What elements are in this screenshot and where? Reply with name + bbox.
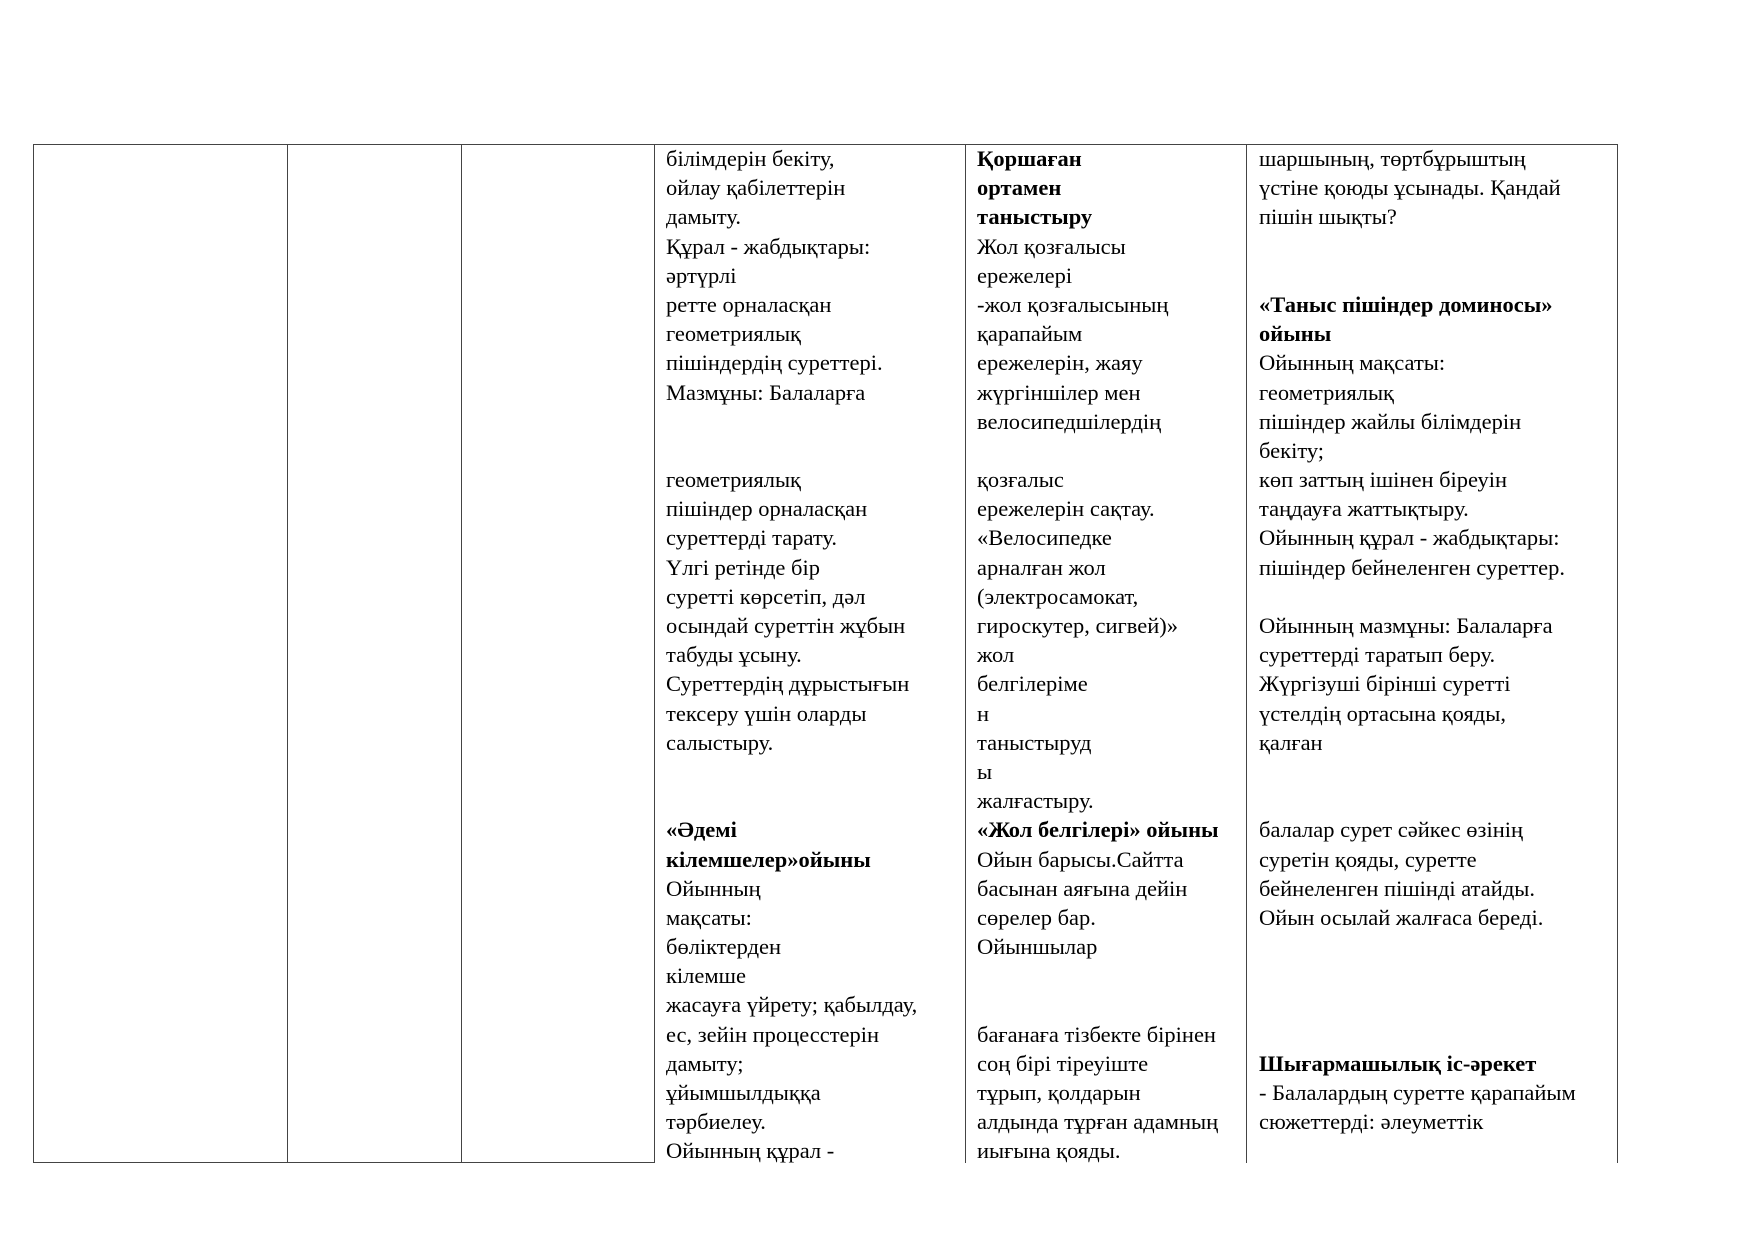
text-line: (электросамокат, xyxy=(977,583,1139,609)
text-line: Жол қозғалысы xyxy=(977,233,1126,259)
text-line: Ойынның құрал - xyxy=(666,1138,835,1164)
column-divider-2 xyxy=(461,144,462,1163)
text-line: ойыны xyxy=(1259,321,1332,347)
text-line: бөліктерден xyxy=(666,934,782,960)
text-line xyxy=(666,407,956,436)
text-line xyxy=(1259,932,1614,961)
text-line: осындай суреттін жұбын xyxy=(666,613,906,638)
text-line xyxy=(666,757,956,786)
text-line: Суреттердің дұрыстығын xyxy=(666,671,910,697)
text-line: ұйымшылдыққа xyxy=(666,1080,821,1105)
text-line: Қоршаған xyxy=(977,146,1082,171)
text-line: геометриялық xyxy=(1259,379,1394,405)
text-line: тұрып, қолдарын xyxy=(977,1080,1141,1105)
text-line xyxy=(1259,961,1614,990)
text-line: - Балалардың суретте қарапайым xyxy=(1259,1080,1576,1105)
column-divider-1 xyxy=(287,144,288,1163)
text-line: үстелдің ортасына қояды, xyxy=(1259,700,1506,726)
text-line: ережелерін сақтау. xyxy=(977,496,1155,522)
text-line: көп заттың ішінен біреуін xyxy=(1259,467,1508,493)
text-line: ережелері xyxy=(977,262,1073,288)
text-line: «Жол белгілері» ойыны xyxy=(977,817,1219,843)
text-line: бейнеленген пішінді атайды. xyxy=(1259,875,1536,901)
text-line: тексеру үшін оларды xyxy=(666,700,867,726)
table-cell-column-6 xyxy=(1259,144,1614,1136)
text-line: басынан аяғына дейін xyxy=(977,875,1188,901)
text-line xyxy=(1259,261,1614,290)
text-line: «Әдемі xyxy=(666,817,737,843)
text-line xyxy=(666,436,956,465)
text-line: таңдауға жаттықтыру. xyxy=(1259,496,1469,522)
text-line xyxy=(1259,757,1614,786)
text-line: сөрелер бар. xyxy=(977,904,1096,930)
text-line xyxy=(977,990,1245,1019)
text-line xyxy=(1259,1020,1614,1049)
text-line: таныстыруд xyxy=(977,729,1092,755)
text-line: ы xyxy=(977,758,993,784)
table-cell-column-4 xyxy=(666,144,956,1166)
text-line: Үлгі ретінде бір xyxy=(666,554,820,580)
text-line: суреттерді тарату. xyxy=(666,525,838,551)
text-line: «Таныс пішіндер доминосы» xyxy=(1259,291,1553,317)
text-line: иығына қояды. xyxy=(977,1138,1121,1164)
text-line xyxy=(1259,990,1614,1019)
text-line: балалар сурет сәйкес өзінің xyxy=(1259,817,1524,843)
text-line: қарапайым xyxy=(977,321,1083,347)
text-line: ережелерін, жаяу xyxy=(977,350,1143,376)
column-divider-5 xyxy=(1246,144,1247,1163)
text-line: жүргіншілер мен xyxy=(977,379,1141,405)
text-line: геометриялық xyxy=(666,467,801,493)
table-right-border xyxy=(1617,144,1618,1163)
text-line: табуды ұсыну. xyxy=(666,642,802,668)
text-line xyxy=(666,786,956,815)
text-line: велосипедшілердің xyxy=(977,408,1162,434)
table-left-border xyxy=(33,144,34,1163)
text-line: «Велосипедке xyxy=(977,525,1112,551)
text-line: дамыту; xyxy=(666,1050,744,1076)
text-line: белгілеріме xyxy=(977,671,1088,697)
text-line: геометриялық xyxy=(666,321,801,347)
text-line xyxy=(1259,582,1614,611)
text-line: ортамен xyxy=(977,175,1062,201)
text-line: Ойынның мазмұны: Балаларға xyxy=(1259,613,1553,638)
text-line: Ойын осылай жалғаса береді. xyxy=(1259,904,1544,930)
text-line: гироскутер, сигвей)» xyxy=(977,613,1179,638)
text-line: жасауға үйрету; қабылдау, xyxy=(666,992,918,1018)
text-line: алдында тұрған адамның xyxy=(977,1109,1219,1135)
text-line: жол xyxy=(977,642,1015,668)
text-line: пішіндер орналасқан xyxy=(666,496,868,522)
text-line: соң бірі тіреуіште xyxy=(977,1050,1149,1076)
text-line: Ойынның xyxy=(666,875,761,901)
left-block-bottom-border xyxy=(33,1162,654,1163)
text-line: -жол қозғалысының xyxy=(977,291,1169,317)
text-line: кілемшелер»ойыны xyxy=(666,846,871,872)
text-line: бағанаға тізбекте бірінен xyxy=(977,1021,1216,1047)
text-line: суреттерді таратып беру. xyxy=(1259,642,1496,668)
text-line: Ойынның құрал - жабдықтары: xyxy=(1259,525,1560,551)
text-line: таныстыру xyxy=(977,204,1093,230)
text-line xyxy=(977,961,1245,990)
text-line: дамыту. xyxy=(666,204,741,230)
text-line: Ойын барысы.Сайтта xyxy=(977,846,1184,872)
text-line: білімдерін бекіту, xyxy=(666,146,835,171)
text-line: суретін қояды, суретте xyxy=(1259,846,1477,872)
text-line: пішіндер бейнеленген суреттер. xyxy=(1259,554,1565,580)
text-line: үстіне қоюды ұсынады. Қандай xyxy=(1259,175,1561,201)
text-line: қалған xyxy=(1259,729,1323,755)
text-line: ретте орналасқан xyxy=(666,291,832,317)
text-line xyxy=(1259,232,1614,261)
text-line: әртүрлі xyxy=(666,262,737,288)
text-line: жалғастыру. xyxy=(977,788,1094,814)
text-line: қозғалыс xyxy=(977,467,1064,493)
column-divider-4 xyxy=(965,144,966,1163)
text-line: Ойынның мақсаты: xyxy=(1259,350,1446,376)
text-line: Жүргізуші бірінші суретті xyxy=(1259,671,1511,697)
text-line: салыстыру. xyxy=(666,729,774,755)
text-line: мақсаты: xyxy=(666,904,752,930)
text-line: Шығармашылық іс-әрекет xyxy=(1259,1050,1537,1076)
text-line: кілемше xyxy=(666,963,746,989)
text-line: пішіндер жайлы білімдерін xyxy=(1259,408,1522,434)
column-divider-3 xyxy=(654,144,655,1163)
text-line: Құрал - жабдықтары: xyxy=(666,233,871,259)
table-cell-column-5 xyxy=(977,144,1245,1166)
text-line: ес, зейін процесстерін xyxy=(666,1021,880,1047)
text-line: пішін шықты? xyxy=(1259,204,1397,230)
text-line: пішіндердің суреттері. xyxy=(666,350,883,376)
text-line: н xyxy=(977,700,990,726)
text-line: Мазмұны: Балаларға xyxy=(666,379,866,405)
text-line xyxy=(977,436,1245,465)
text-line: арналған жол xyxy=(977,554,1106,580)
text-line: ойлау қабілеттерін xyxy=(666,175,846,201)
text-line: шаршының, төртбұрыштың xyxy=(1259,146,1526,171)
text-line: суретті көрсетіп, дәл xyxy=(666,583,866,609)
text-line: бекіту; xyxy=(1259,437,1325,463)
text-line: Ойыншылар xyxy=(977,934,1098,960)
text-line: тәрбиелеу. xyxy=(666,1109,766,1135)
text-line xyxy=(1259,786,1614,815)
text-line: сюжеттерді: әлеуметтік xyxy=(1259,1109,1484,1135)
